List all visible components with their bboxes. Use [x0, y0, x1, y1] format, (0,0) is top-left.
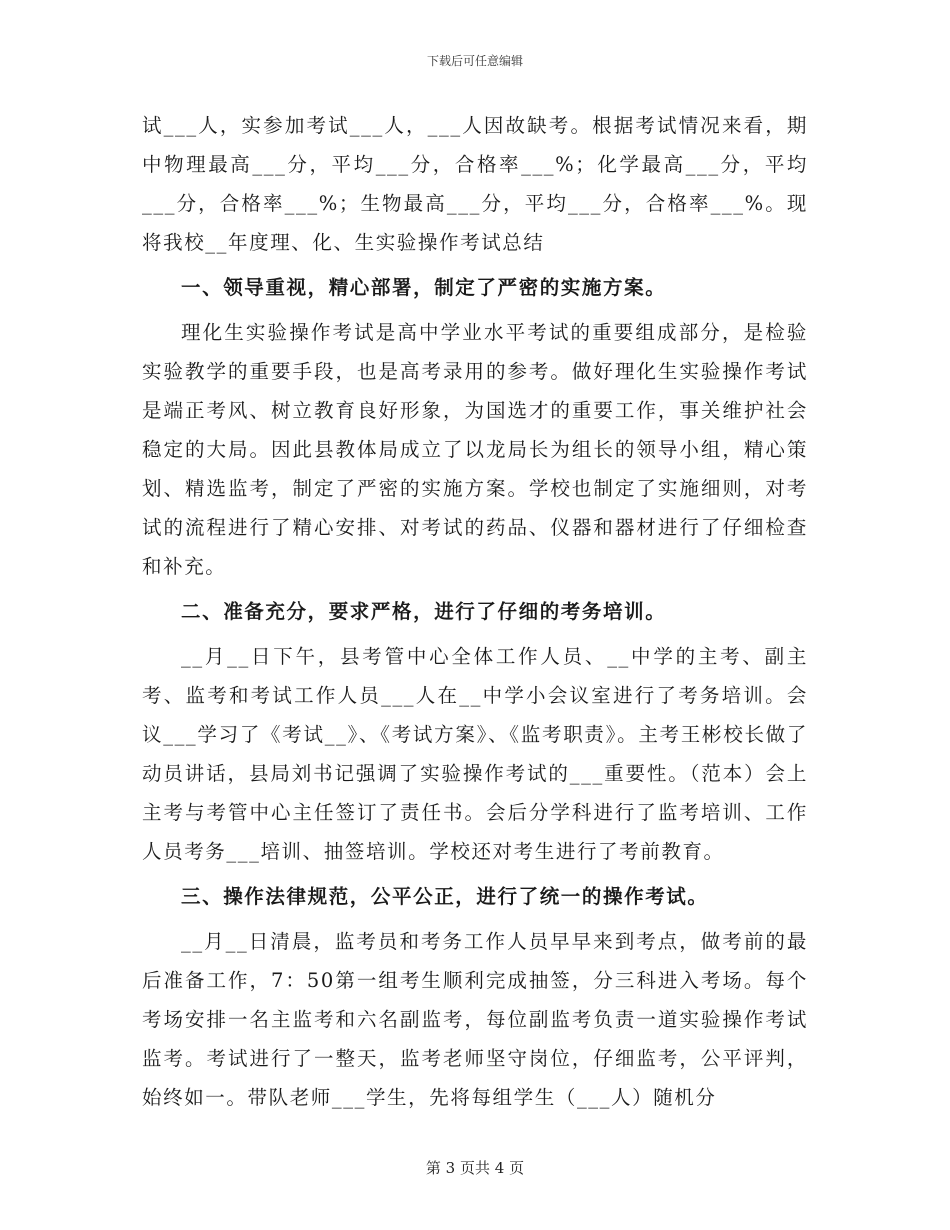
section-heading-1: 一、领导重视，精心部署，制定了严密的实施方案。 [181, 276, 667, 299]
section-heading-2: 二、准备充分，要求严格，进行了仔细的考务培训。 [181, 600, 667, 623]
paragraph-section-2: __月__日下午，县考管中心全体工作人员、__中学的主考、副主考、监考和考试工作人员___人在__中学小会议室进行了考务培训。会议___学习了《考试__》、《考试方案》、《监考职责》。主考王彬校长做了动员讲话，县局刘书记强调了实验操作考试的___重要性。（范本）会上主考与考管中心主任签订了责任书。会后分学科进行了监考培训、工作人员考务___培训、抽签培训。学校还对考生进行了考前教育。 [142, 645, 808, 863]
document-body [142, 106, 808, 1117]
paragraph-section-1: 理化生实验操作考试是高中学业水平考试的重要组成部分，是检验实验教学的重要手段，也是高考录用的参考。做好理化生实验操作考试是端正考风、树立教育良好形象，为国选才的重要工作，事关维护社会稳定的大局。因此县教体局成立了以龙局长为组长的领导小组，精心策划、精选监考，制定了严密的实施方案。学校也制定了实施细则，对考试的流程进行了精心安排、对考试的药品、仪器和器材进行了仔细检查和补充。 [142, 321, 808, 578]
paragraph-section-3: __月__日清晨，监考员和考务工作人员早早来到考点，做考前的最后准备工作，7：50第一组考生顺利完成抽签，分三科进入考场。每个考场安排一名主监考和六名副监考，每位副监考负责一道实验操作考试监考。考试进行了一整天，监考老师坚守岗位，仔细监考，公平评判，始终如一。带队老师___学生，先将每组学生（___人）随机分 [142, 930, 808, 1109]
section-heading-3: 三、操作法律规范，公平公正，进行了统一的操作考试。 [181, 885, 709, 908]
page-header: 下载后可任意编辑 [426, 54, 523, 68]
paragraph-intro: 试___人，实参加考试___人，___人因故缺考。根据考试情况来看，期中物理最高___分，平均___分，合格率___%；化学最高___分，平均___分，合格率___%；生物最高___分，平均___分，合格率___%。现将我校__年度理、化、生实验操作考试总结 [142, 114, 808, 254]
page-footer: 第 3 页共 4 页 [425, 1159, 525, 1177]
